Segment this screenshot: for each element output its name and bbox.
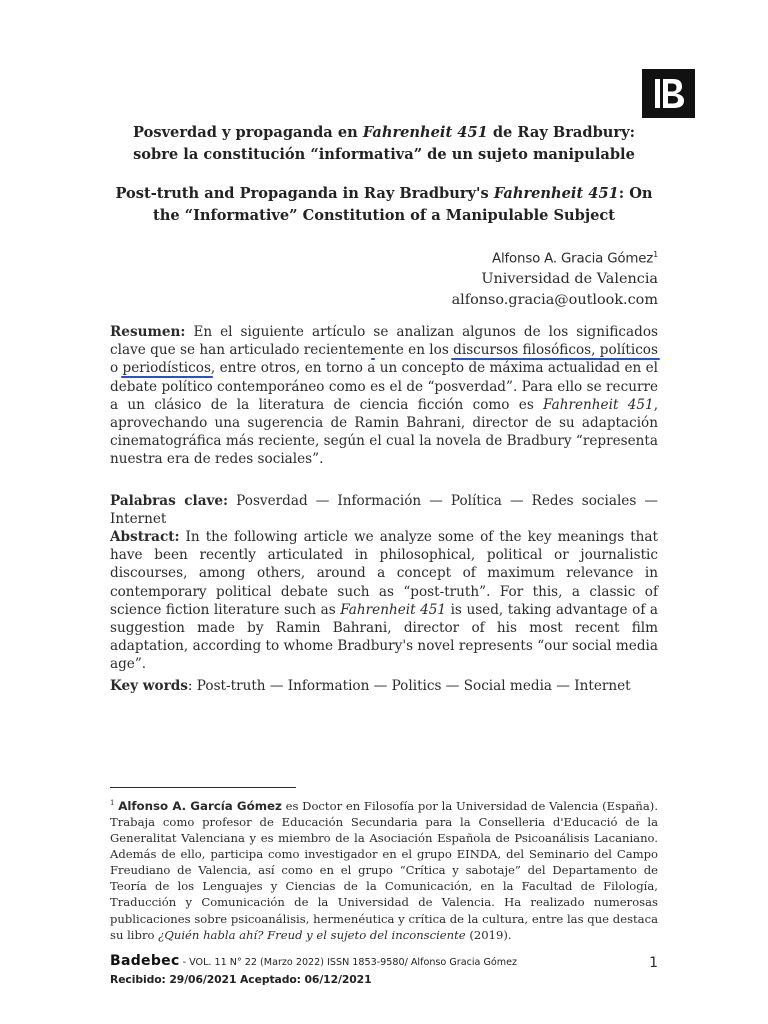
- highlighted-phrase-2: discursos filosóficos, políticos: [453, 342, 658, 359]
- footnote-mark: 1: [110, 799, 115, 807]
- page-number: 1: [649, 955, 658, 971]
- author-affiliation: Universidad de Valencia: [481, 271, 658, 288]
- journal-name: Badebec: [110, 953, 180, 969]
- palabras-clave: Palabras clave: Posverdad — Información — Política — Redes sociales — Internet: [110, 493, 658, 528]
- highlighted-phrase-3: periodísticos: [122, 360, 211, 377]
- footnote: $^1$ Alfonso A. García Gómez es Doctor en Filosofía por la Universidad de Valencia (España). Trabaja como profesor de Educación Secundaria para la Conselleria d'Educació de la Generalitat Valenciana y es miembro de la Asociación Española de Psicoanálisis Lacaniano. Además de ello, participa como investigador en el grupo EINDA, del Seminario del Campo Freudiano de Valencia, así como en el grupo “Crítica y sabotaje” del Departamento de Teoría de los Lenguajes y Ciencias de la Comunicación, en la Facultad de Filología, Traducción y Comunicación de la Universidad de Valencia. Ha realizado numerosas publicaciones sobre psicoanálisis, hermenéutica y crítica de la cultura, entre las que destaca su libro ¿Quién habla ahí? Freud y el sujeto del inconsciente (2019).: [110, 798, 659, 942]
- key-words: Key words: Post-truth — Information — Politics — Social media — Internet: [110, 678, 631, 694]
- resumen-label: Resumen:: [110, 324, 186, 340]
- issue-info: - VOL. 11 N° 22 (Marzo 2022) ISSN 1853-9580/ Alfonso Gracia Gómez: [179, 957, 518, 968]
- author-email[interactable]: alfonso.gracia@outlook.com: [451, 292, 658, 309]
- highlighted-phrase-1: se analizan algunos de los significados clave que: [110, 324, 658, 359]
- title-spanish: Posverdad y propaganda en Fahrenheit 451 de Ray Bradbury: sobre la constitución “informativa” de un sujeto manipulable: [133, 124, 635, 163]
- title-english: Post-truth and Propaganda in Ray Bradbury's Fahrenheit 451: On the “Informative” Constitution of a Manipulable Subject: [115, 185, 653, 224]
- author-block: [452, 244, 658, 311]
- author-footnote-mark[interactable]: 1: [653, 250, 658, 259]
- palabras-clave-label: Palabras clave:: [110, 493, 229, 509]
- footnote-author-name: Alfonso A. García Gómez: [118, 798, 282, 813]
- resumen-paragraph: Resumen: En el siguiente artículo se analizan algunos de los significados clave que se han articulado recientemente en los discursos filosóficos, políticos o periodísticos, entre otros, en torno a un concepto de máxima actualidad en el debate político contemporáneo como es el de “posverdad”. Para ello se recurre a un clásico de la literatura de ciencia ficción como es Fahrenheit 451, aprovechando una sugerencia de Ramin Bahrani, director de su adaptación cinematográfica más reciente, según el cual la novela de Bradbury “representa nuestra era de redes sociales”.: [110, 324, 659, 468]
- abstract-paragraph: Abstract: In the following article we analyze some of the key meanings that have been recently articulated in philosophical, political or journalistic discourses, among others, around a concept of maximum relevance in contemporary political debate such as “post-truth”. For this, a classic of science fiction literature such as Fahrenheit 451 is used, taking advantage of a suggestion made by Ramin Bahrani, director of his most recent film adaptation, according to whome Bradbury's novel represents “our social media age”.: [110, 529, 658, 673]
- badebec-logo-icon: [642, 69, 695, 118]
- author-name: Alfonso A. Gracia Gómez$^1$: [492, 250, 658, 267]
- key-words-label: Key words: [110, 678, 188, 694]
- abstract-label: Abstract:: [110, 529, 180, 545]
- journal-footer: [110, 953, 658, 969]
- submission-dates: Recibido: 29/06/2021 Aceptado: 06/12/2021: [110, 973, 372, 986]
- footnote-divider: [110, 787, 296, 788]
